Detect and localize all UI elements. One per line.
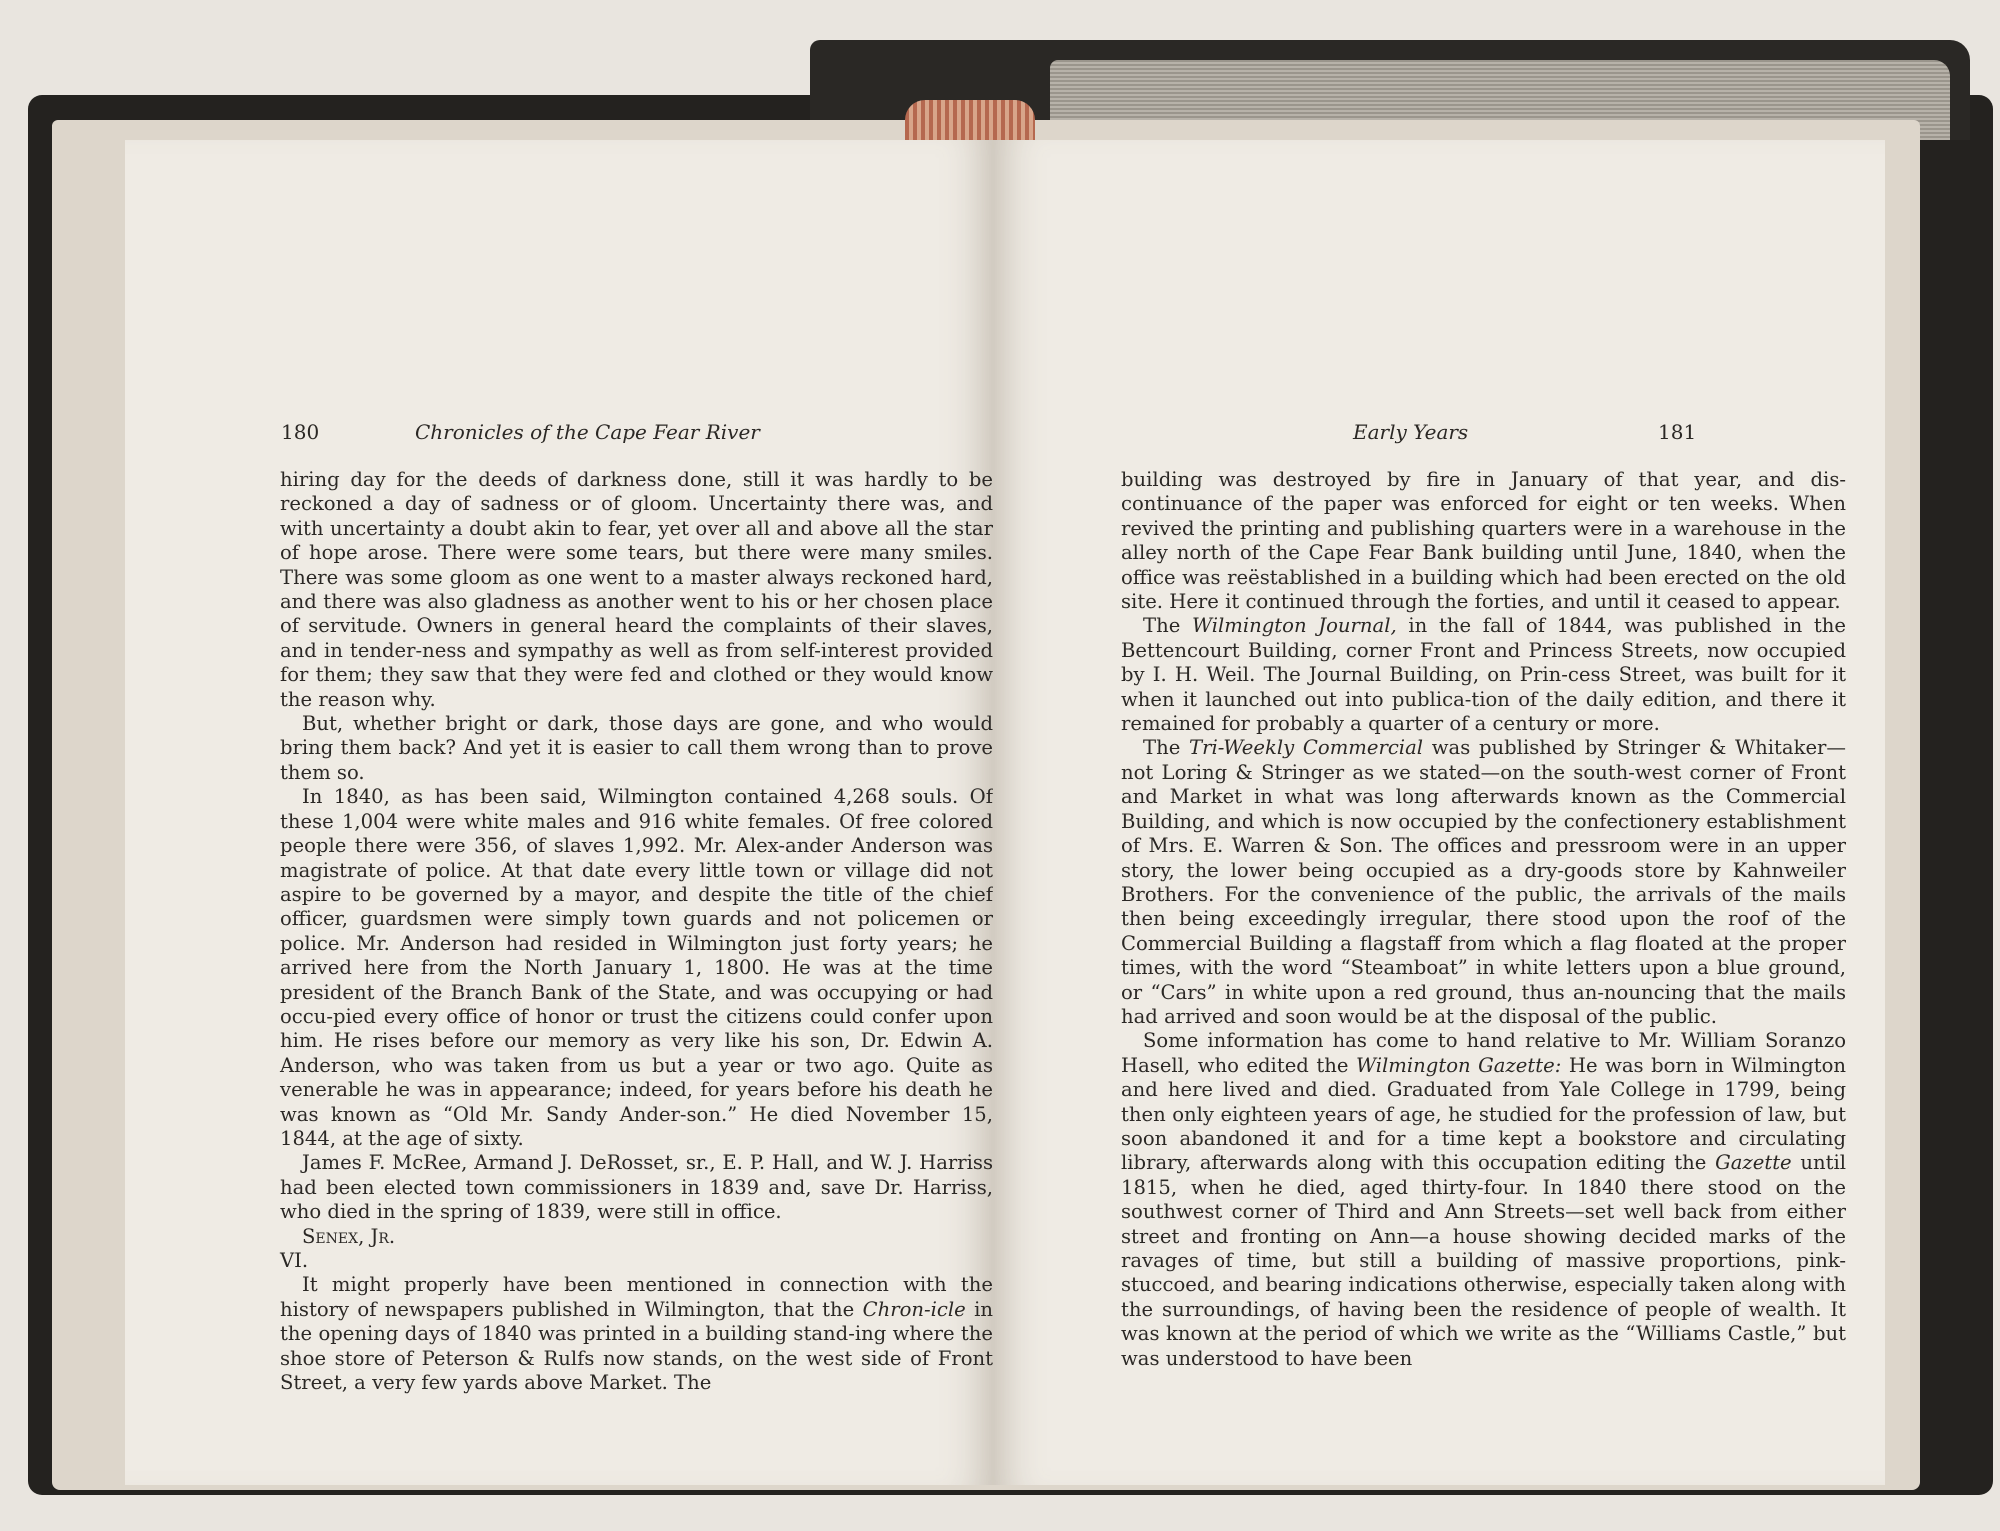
paragraph: In 1840, as has been said, Wilmington contained 4,268 souls. Of these 1,004 were white males and 916 white females. Of free colored people there were 356, of slaves 1,992. Mr. Alex-ander Anderson was magistrate of police. At that date every little town or village did not aspire to be governed by a mayor, and despite the title of the chief officer, guardsmen were simply town guards and not policemen or police. Mr. Anderson had resided in Wilmington just forty years; he arrived here from the North January 1, 1800. He was at the time president of the Branch Bank of the State, and was occupying or had occu-pied every office of honor or trust the citizens could confer upon him. He rises before our memory as very like his son, Dr. Edwin A. Anderson, who was taken from us but a year or two ago. Quite as venerable he was in appearance; indeed, for years before his death he was known as “Old Mr. Sandy Ander-son.” He died November 15, 1844, at the age of sixty.: [280, 785, 993, 1150]
signature: Senex, Jr.: [302, 1224, 396, 1248]
right-page: [993, 140, 1885, 1485]
paragraph: Some information has come to hand relative to Mr. William Soranzo Hasell, who edited the Wilmington Gazette: He was born in Wilmington and here lived and died. Graduated from Yale College in 1799, being then only eighteen years of age, he studied for the profession of law, but soon abandoned it and for a time kept a bookstore and circulating library, afterwards along with this occupation editing the Gazette until 1815, when he died, aged thirty-four. In 1840 there stood on the southwest corner of Third and Ann Streets—set well back from either street and fronting on Ann—a house showing decided marks of the ravages of time, but still a building of massive proportions, pink-stuccoed, and bearing indications otherwise, especially taken along with the surroundings, of having been the residence of people of wealth. It was known at the period of which we write as the “Williams Castle,” but was understood to have been: [1121, 1029, 1847, 1370]
paragraph: hiring day for the deeds of darkness done, still it was hardly to be reckoned a day of sadness or of gloom. Uncertainty there was, and with uncertainty a doubt akin to fear, yet over all and above all the star of hope arose. There were some tears, but there were many smiles. There was some gloom as one went to a master always reckoned hard, and there was also gladness as another went to his or her chosen place of servitude. Owners in general heard the complaints of their slaves, and in tender-ness and sympathy as well as from self-interest provided for them; they saw that they were fed and clothed or they would know the reason why.: [280, 468, 993, 711]
right-body-text: [1121, 468, 1846, 1371]
bookmark-ribbon: [905, 100, 1035, 140]
left-body-text: [280, 468, 993, 1395]
paragraph: building was destroyed by fire in January of that year, and dis-continuance of the paper was enforced for eight or ten weeks. When revived the printing and publishing quarters were in a warehouse in the alley north of the Cape Fear Bank building until June, 1840, when the office was reëstablished in a building which had been erected on the old site. Here it continued through the forties, and until it ceased to appear.: [1121, 468, 1846, 614]
paragraph: It might properly have been mentioned in connection with the history of newspapers published in Wilmington, that the Chron-icle in the opening days of 1840 was printed in a building stand-ing where the shoe store of Peterson & Rulfs now stands, on the west side of Front Street, a very few yards above Market. The: [280, 1273, 993, 1395]
left-page: [125, 140, 993, 1485]
right-running-head: Early Years: [1353, 420, 1469, 444]
left-running-head: Chronicles of the Cape Fear River: [415, 420, 760, 444]
left-page-number: 180: [281, 420, 320, 444]
section-heading: VI.: [280, 1249, 309, 1272]
paragraph: James F. McRee, Armand J. DeRosset, sr., E. P. Hall, and W. J. Harriss had been elected town commissioners in 1839 and, save Dr. Harriss, who died in the spring of 1839, were still in office.: [280, 1151, 993, 1224]
paragraph: The Tri-Weekly Commercial was published by Stringer & Whitaker—not Loring & Stringer as we stated—on the south-west corner of Front and Market in what was long afterwards known as the Commercial Building, and which is now occupied by the confectionery establishment of Mrs. E. Warren & Son. The offices and pressroom were in an upper story, the lower being occupied as a dry-goods store by Kahnweiler Brothers. For the convenience of the public, the arrivals of the mails then being exceedingly irregular, there stood upon the roof of the Commercial Building a flagstaff from which a flag floated at the proper times, with the word “Steamboat” in white letters upon a blue ground, or “Cars” in white upon a red ground, thus an-nouncing that the mails had arrived and soon would be at the disposal of the public.: [1121, 736, 1847, 1028]
right-page-number: 181: [1658, 420, 1697, 444]
paragraph: But, whether bright or dark, those days are gone, and who would bring them back? And yet it is easier to call them wrong than to prove them so.: [280, 712, 993, 784]
paragraph: The Wilmington Journal, in the fall of 1844, was published in the Bettencourt Building, corner Front and Princess Streets, now occupied by I. H. Weil. The Journal Building, on Prin-cess Street, was built for it when it launched out into publica-tion of the daily edition, and there it remained for probably a quarter of a century or more.: [1121, 614, 1846, 736]
